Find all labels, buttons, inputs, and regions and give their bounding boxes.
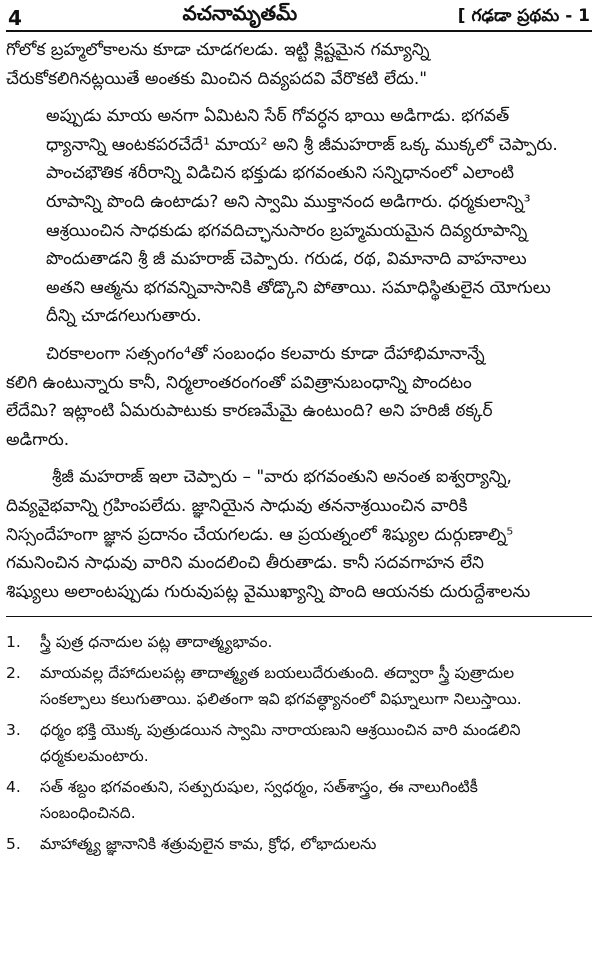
footnote-text: స్త్రీ పుత్ర ధనాదుల పట్ల తాదాత్మ్యభావం. [40, 633, 273, 652]
footnote [6, 629, 592, 655]
footnote [6, 831, 592, 857]
text-line: పొందుతాడని శ్రీ జీ మహరాజ్ చెప్పారు. గరుడ, రథ, విమానాది వాహనాలు [46, 249, 527, 270]
footnote-text: సత్ శబ్దం భగవంతుని, సత్పురుషుల, స్వధర్మం, సత్‌శాస్త్రం, ఈ నాలుగింటికీ [40, 778, 478, 797]
text-line: ధ్యానాన్ని ఆంటకపరచేదే¹ మాయ² అని శ్రీ జీమహరాజ్ ఒక్క ముక్కలో చెప్పారు. [46, 134, 558, 155]
paragraph [6, 102, 592, 331]
text-line: నిస్సందేహంగా జ్ఞాన ప్రదానం చేయగలడు. ఆ ప్రయత్నంలో శిష్యుల దుర్గుణాల్ని⁵ [6, 524, 514, 545]
paragraph [6, 340, 592, 454]
text-line: ఆశ్రయించిన సాధకుడు భగవదిచ్ఛానుసారం బ్రహ్మమయమైన దివ్యరూపాన్ని [46, 220, 528, 241]
page-header [6, 0, 592, 32]
text-line: లేదేమి? ఇట్లాంటి ఏమరుపాటుకు కారణమేమై ఉంటుంది? అని హరిజీ ఠక్కర్ [6, 401, 493, 422]
footnote-text: ధర్మకులమంటారు. [40, 747, 149, 766]
text-line: కలిగి ఉంటున్నారు కానీ, నిర్మలాంతరంగంతో పవిత్రానుబంధాన్ని పొందటం [6, 372, 472, 393]
footnote [6, 660, 592, 712]
running-title: వచనామృతమ్ [182, 1, 298, 25]
text-line: శిష్యులు అలాంటప్పుడు గురువుపట్ల వైముఖ్యాన్ని పొంది ఆయనకు దురుద్దేశాలను [6, 581, 531, 602]
footnote-number: 2. [6, 664, 21, 683]
text-line: దీన్ని చూడగలుగుతారు. [46, 306, 202, 327]
footnote-text: మాయవల్ల దేహాదులపట్ల తాదాత్మ్యత బయలుదేరుతుంది. తద్వారా స్త్రీ పుత్రాదుల [40, 664, 515, 683]
text-line: చేరుకోకలిగినట్లయితే అంతకు మించిన దివ్యపదవి వేరొకటి లేదు." [6, 68, 428, 89]
text-line: దివ్యవైభవాన్ని గ్రహింపలేదు. జ్ఞానియైన సాధువు తననాశ్రయించిన వారికి [6, 495, 468, 516]
footnote-text: ధర్మం భక్తి యొక్క పుత్రుడయిన స్వామి నారాయణుని ఆశ్రయించిన వారి మండలిని [40, 721, 521, 740]
footnote [6, 717, 592, 769]
footnotes [6, 629, 592, 857]
text-line: గోలోక బ్రహ్మలోకాలను కూడా చూడగలడు. ఇట్టి క్లిష్టమైన గమ్యాన్ని [6, 40, 430, 60]
footnote [6, 774, 592, 826]
text-line: గమనించిన సాధువు వారిని మందలించి తీరుతాడు. కానీ సదవగాహన లేని [6, 553, 484, 574]
paragraph [6, 36, 592, 93]
footnote-number: 5. [6, 835, 21, 854]
text-line: చిరకాలంగా సత్సంగం⁴తో సంబంధం కలవారు కూడా దేహాభిమానాన్నే [46, 343, 485, 364]
text-line: రూపాన్ని పొంది ఉంటాడు? అని స్వామి ముక్తానంద అడిగారు. ధర్మకులాన్ని³ [46, 191, 531, 212]
text-line: అతని ఆత్మను భగవన్నివాసానికి తోడ్కొని పోతాయి. సమాధిస్థితులైన యోగులు [46, 277, 551, 298]
text-line: శ్రీజీ మహరాజ్ ఇలా చెప్పారు – "వారు భగవంతుని అనంత ఐశ్వర్యాన్ని, [52, 467, 512, 488]
footnote-text: సంకల్పాలు కలుగుతాయి. ఫలితంగా ఇవి భగవత్ధ్యానంలో విఘ్నాలుగా నిలుస్తాయి. [40, 690, 522, 709]
text-line: అప్పుడు మాయ అనగా ఏమిటని సేఠ్ గోవర్ధన భాయి అడిగాడు. భగవత్ [46, 106, 510, 127]
footnote-number: 3. [6, 721, 21, 740]
footnote-number: 4. [6, 778, 21, 797]
footnote-text: సంబంధించినది. [40, 804, 136, 823]
section-label: [ గఢడా ప్రథమ - 1 [457, 6, 590, 26]
paragraph [6, 463, 592, 606]
text-line: అడిగారు. [6, 429, 70, 450]
footnote-divider [6, 616, 592, 617]
body-text [6, 36, 592, 606]
footnote-text: మాహాత్మ్య జ్ఞానానికి శత్రువులైన కామ, క్రోధ, లోభాదులను [40, 835, 377, 854]
page-number: 4 [8, 6, 22, 30]
footnote-number: 1. [6, 633, 21, 652]
text-line: పాంచభౌతిక శరీరాన్ని విడిచిన భక్తుడు భగవంతుని సన్నిధానంలో ఎలాంటి [46, 163, 515, 184]
